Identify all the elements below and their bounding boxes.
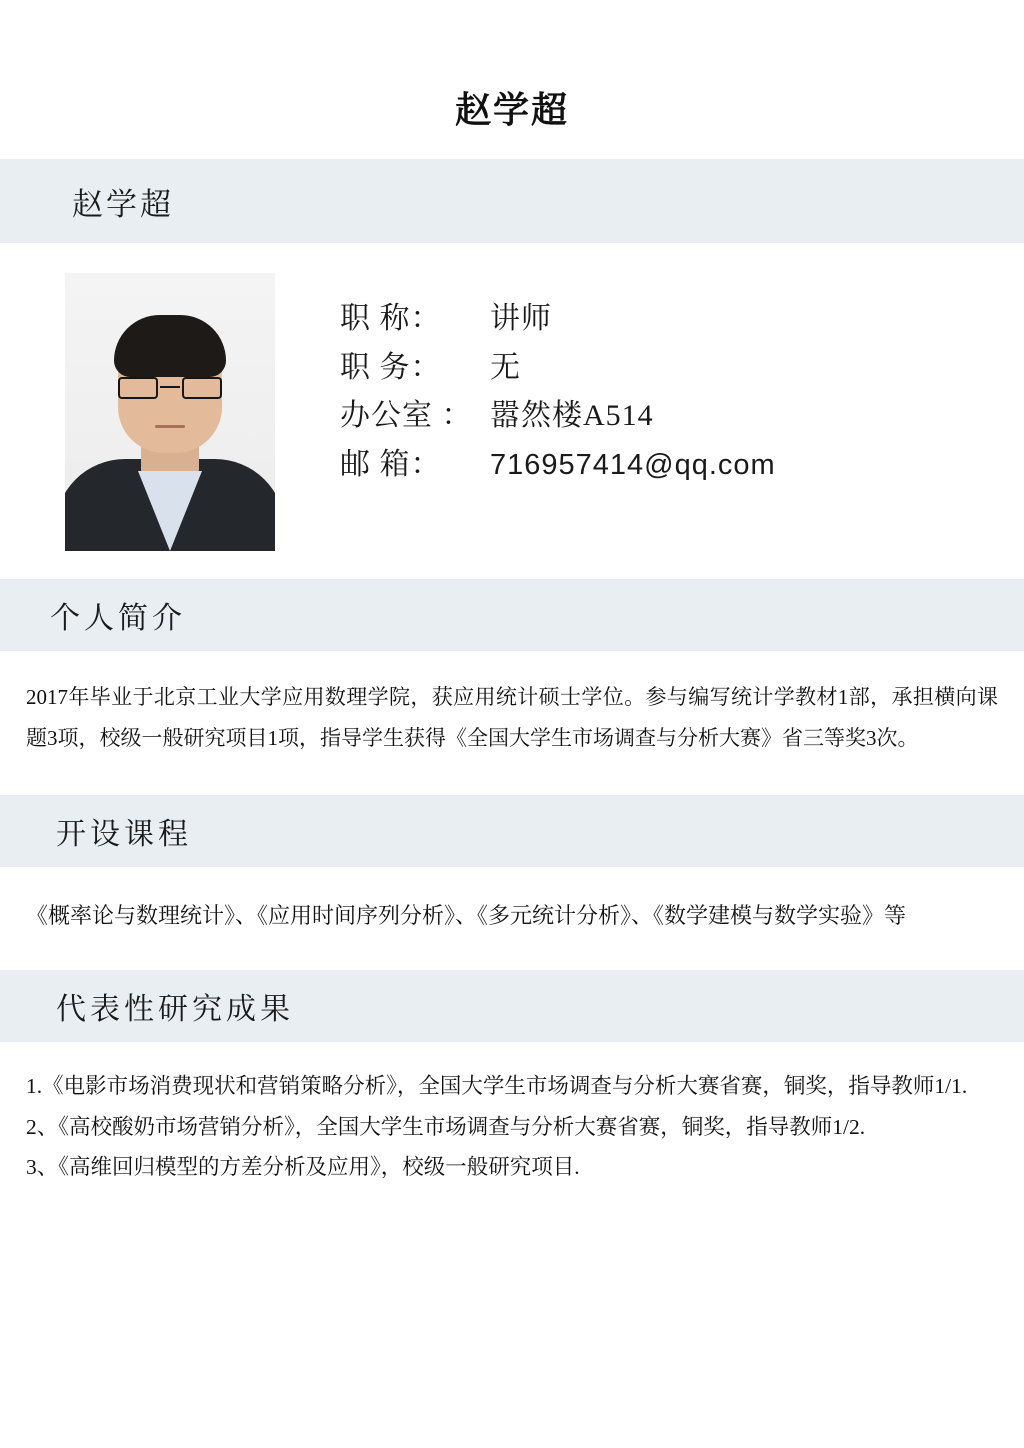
contact-info-list — [340, 273, 776, 489]
glasses-right-lens — [182, 377, 222, 399]
info-value-email: 716957414@qq.com — [490, 448, 776, 481]
result-item: 2、《高校酸奶市场营销分析》，全国大学生市场调查与分析大赛省赛，铜奖，指导教师1/2. — [26, 1114, 866, 1139]
result-item: 3、《高维回归模型的方差分析及应用》，校级一般研究项目. — [26, 1155, 580, 1180]
info-row-email — [340, 441, 776, 490]
section-heading-courses — [0, 795, 1024, 867]
section-body-courses: 《概率论与数理统计》、《应用时间序列分析》、《多元统计分析》、《数学建模与数学实验》等 — [26, 902, 907, 928]
hair-shape — [114, 315, 226, 377]
photo-container — [0, 273, 340, 551]
section-body-results — [0, 1042, 1024, 1215]
info-row-title — [340, 295, 776, 344]
section-heading-bio — [0, 579, 1024, 651]
section-heading-courses-text: 开设课程 — [56, 817, 192, 851]
glasses-icon — [118, 377, 222, 399]
glasses-left-lens — [118, 377, 158, 399]
info-label-title: 职 称： — [340, 302, 442, 335]
glasses-bridge — [160, 386, 180, 388]
info-row-position — [340, 344, 776, 393]
info-value-position: 无 — [490, 350, 521, 384]
portrait-photo — [65, 273, 275, 551]
page-title: 赵学超 — [454, 89, 569, 130]
info-label-email: 邮 箱： — [340, 447, 442, 481]
info-row-office — [340, 392, 776, 441]
info-label-office: 办公室 ： — [340, 399, 473, 433]
info-label-position: 职 务： — [340, 350, 442, 384]
mouth-shape — [155, 425, 185, 428]
name-banner — [0, 159, 1024, 243]
section-body-bio: 2017年毕业于北京工业大学应用数理学院，获应用统计硕士学位。参与编写统计学教材1部，承担横向课题3项，校级一般研究项目1项，指导学生获得《全国大学生市场调查与分析大赛》省三等奖3次。 — [26, 685, 998, 750]
info-value-office: 嚣然楼A514 — [490, 399, 654, 433]
section-heading-bio-text: 个人简介 — [50, 602, 186, 635]
profile-section — [0, 243, 1024, 579]
info-value-title: 讲师 — [490, 302, 552, 335]
result-item: 1.《电影市场消费现状和营销策略分析》，全国大学生市场调查与分析大赛省赛，铜奖，指导教师1/1. — [26, 1073, 968, 1098]
section-heading-results — [0, 970, 1024, 1042]
name-banner-text: 赵学超 — [72, 186, 174, 222]
section-heading-results-text: 代表性研究成果 — [56, 992, 294, 1026]
